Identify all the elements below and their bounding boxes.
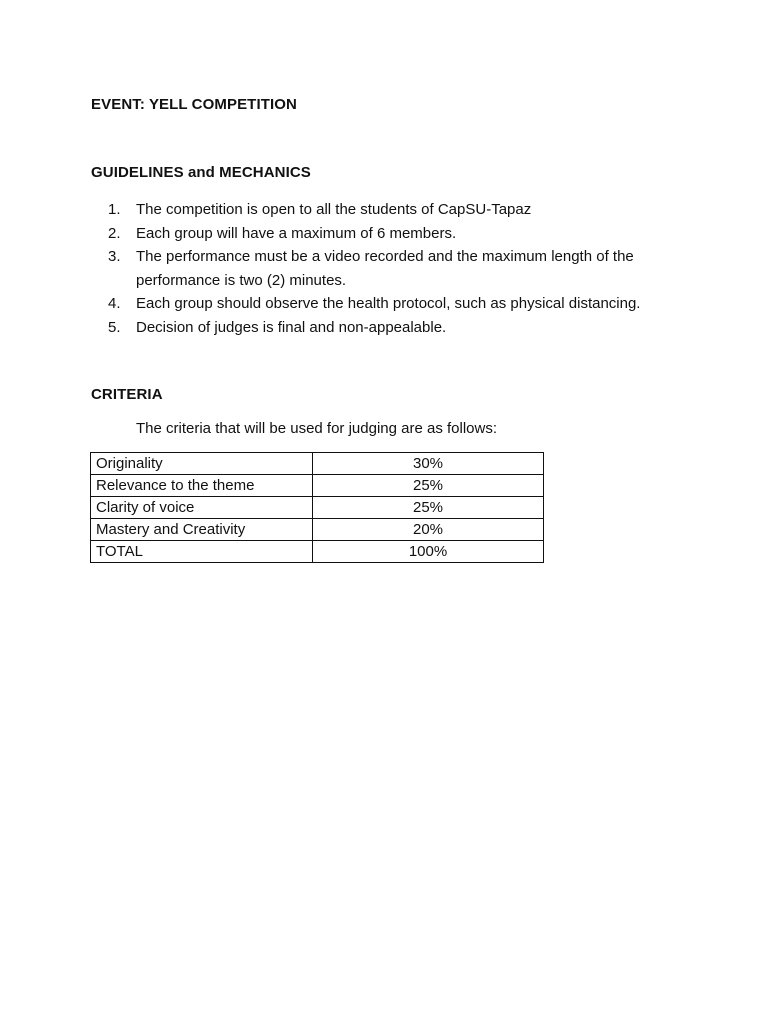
criterion-weight: 30% [313, 453, 544, 475]
criterion-weight: 100% [313, 541, 544, 563]
list-item [108, 245, 708, 292]
table-row [91, 475, 544, 497]
criteria-table [90, 452, 544, 563]
list-item-text: Each group should observe the health protocol, such as physical distancing. [136, 295, 641, 312]
list-item-number: 5. [108, 318, 121, 336]
criterion-weight: 25% [313, 475, 544, 497]
criteria-heading: CRITERIA [91, 386, 163, 403]
list-item [108, 198, 708, 222]
list-item [108, 292, 708, 316]
list-item-number: 1. [108, 201, 121, 218]
criterion-name: Clarity of voice [91, 497, 313, 519]
table-row [91, 497, 544, 519]
criterion-weight: 25% [313, 497, 544, 519]
list-item-text: The performance must be a video recorded and the maximum length of the performance is two (2) minutes. [136, 248, 634, 289]
guidelines-heading: GUIDELINES and MECHANICS [91, 164, 311, 181]
list-item [108, 222, 708, 246]
list-item-number: 4. [108, 295, 121, 312]
list-item [108, 316, 708, 340]
criterion-name: Relevance to the theme [91, 475, 313, 497]
list-item-text: The competition is open to all the students of CapSU-Tapaz [136, 201, 532, 218]
list-item-number: 3. [108, 248, 121, 265]
table-row [91, 519, 544, 541]
list-item-text: Each group will have a maximum of 6 members. [136, 224, 457, 242]
list-item-number: 2. [108, 224, 121, 242]
criteria-intro: The criteria that will be used for judging are as follows: [136, 420, 498, 437]
table-row [91, 453, 544, 475]
criterion-name: Mastery and Creativity [91, 519, 313, 541]
guidelines-list [108, 198, 708, 339]
event-title: EVENT: YELL COMPETITION [91, 96, 297, 113]
criterion-name: TOTAL [91, 541, 313, 563]
criterion-weight: 20% [313, 519, 544, 541]
table-row [91, 541, 544, 563]
list-item-text: Decision of judges is final and non-appealable. [136, 318, 447, 336]
criterion-name: Originality [91, 453, 313, 475]
